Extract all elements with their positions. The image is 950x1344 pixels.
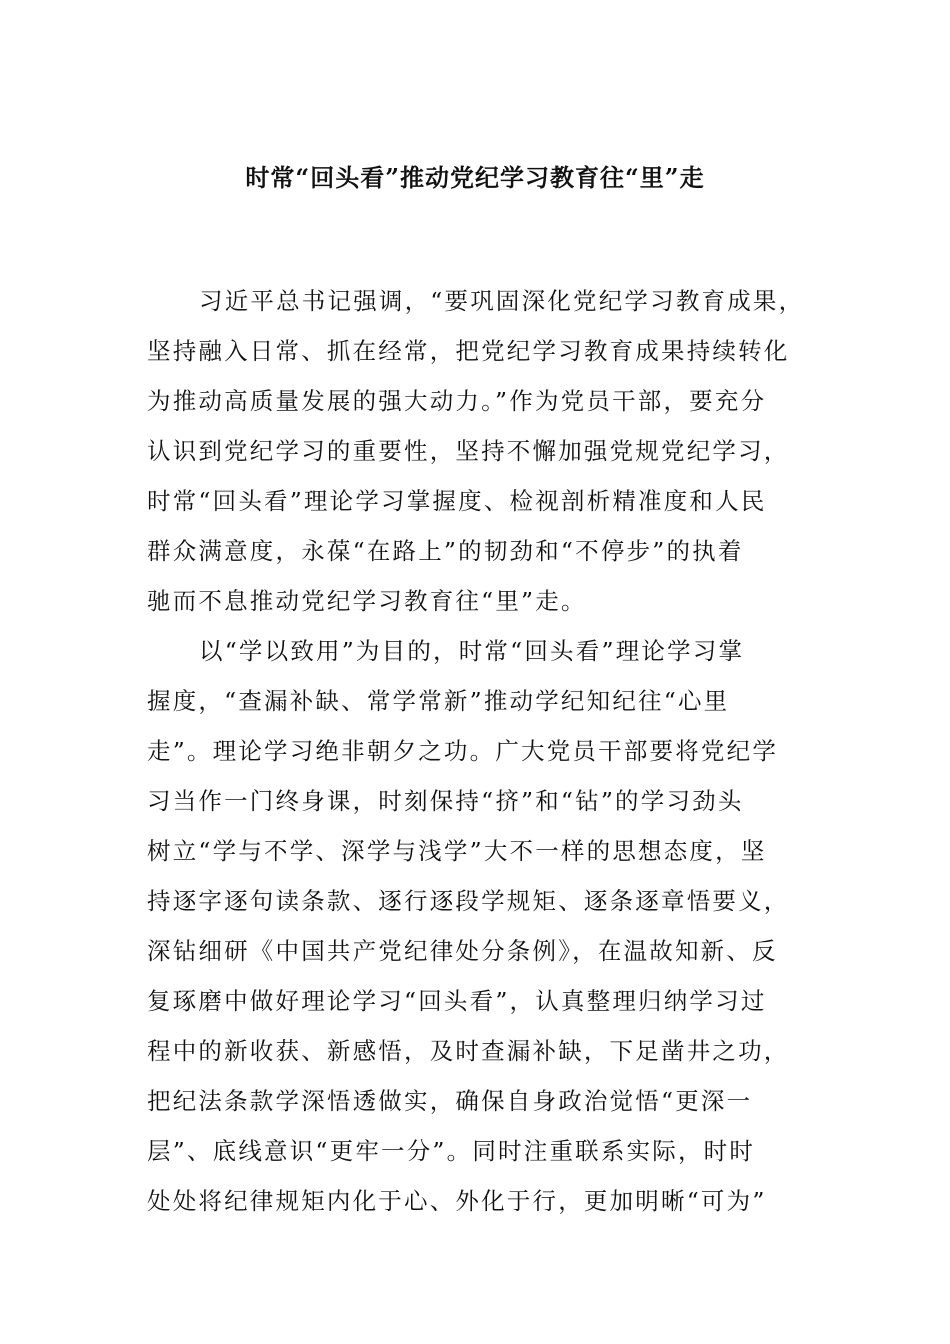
text-line: 处处将纪律规矩内化于心、外化于行，更加明晰“可为” [147, 1187, 767, 1215]
text-line: 群众满意度，永葆“在路上”的韧劲和“不停步”的执着 [147, 537, 744, 565]
text-line: 为推动高质量发展的强大动力。”作为党员干部，要充分 [147, 387, 767, 415]
text-line: 树立“学与不学、深学与浅学”大不一样的思想态度，坚 [147, 837, 767, 865]
text-line: 认识到党纪学习的重要性，坚持不懈加强党规党纪学习， [147, 437, 790, 465]
text-line: 走”。理论学习绝非朝夕之功。广大党员干部要将党纪学 [147, 737, 779, 765]
text-line: 层”、底线意识“更牢一分”。同时注重联系实际，时时 [147, 1137, 756, 1165]
text-line: 驰而不息推动党纪学习教育往“里”走。 [147, 587, 587, 615]
document-body [147, 276, 817, 1226]
text-line: 习当作一门终身课，时刻保持“挤”和“钻”的学习劲头 [147, 787, 744, 815]
text-line: 时常“回头看”理论学习掌握度、检视剖析精准度和人民 [147, 487, 767, 515]
text-line: 握度，“查漏补缺、常学常新”推动学纪知纪往“心里 [147, 687, 730, 715]
document-title: 时常“回头看”推动党纪学习教育往“里”走 [245, 163, 705, 192]
text-line: 把纪法条款学深悟透做实，确保自身政治觉悟“更深一 [147, 1087, 753, 1115]
text-line: 复琢磨中做好理论学习“回头看”，认真整理归纳学习过 [147, 987, 767, 1015]
text-line: 以“学以致用”为目的，时常“回头看”理论学习掌 [199, 637, 745, 665]
text-line: 习近平总书记强调，“要巩固深化党纪学习教育成果， [199, 287, 805, 315]
text-line: 深钻细研《中国共产党纪律处分条例》，在温故知新、反 [147, 937, 778, 965]
paragraph-1 [147, 276, 817, 626]
text-line: 持逐字逐句读条款、逐行逐段学规矩、逐条逐章悟要义， [147, 887, 790, 915]
paragraph-2 [147, 626, 817, 1226]
text-line: 坚持融入日常、抓在经常，把党纪学习教育成果持续转化 [147, 337, 790, 365]
text-line: 程中的新收获、新感悟，及时查漏补缺，下足凿井之功， [147, 1037, 790, 1065]
